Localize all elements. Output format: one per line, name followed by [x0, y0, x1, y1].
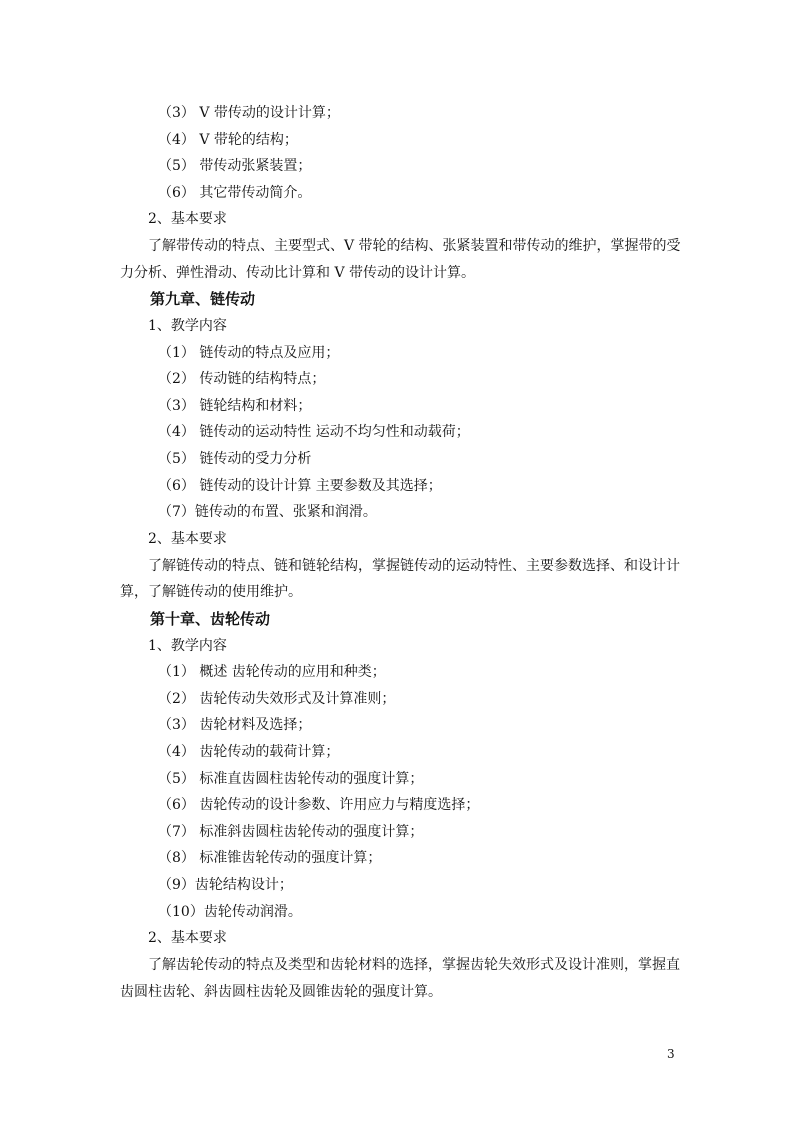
list-item: （1） 链传动的特点及应用； — [158, 345, 340, 361]
paragraph-line: 了解链传动的特点、链和链轮结构，掌握链传动的运动特性、主要参数选择、和设计计 — [148, 558, 680, 574]
list-item: （2） 齿轮传动失效形式及计算准则； — [158, 691, 396, 707]
list-item: （5） 带传动张紧装置； — [158, 158, 312, 174]
content-label: 1、教学内容 — [148, 638, 227, 654]
list-item: （10）齿轮传动润滑。 — [158, 904, 302, 920]
paragraph-line: 力分析、弹性滑动、传动比计算和 V 带传动的设计计算。 — [120, 265, 476, 281]
list-item: （8） 标准锥齿轮传动的强度计算； — [158, 850, 382, 866]
list-item: （6） 齿轮传动的设计参数、许用应力与精度选择； — [158, 797, 480, 813]
list-item: （3） 齿轮材料及选择； — [158, 717, 312, 733]
requirements-label: 2、基本要求 — [148, 211, 227, 227]
list-item: （4） 链传动的运动特性 运动不均匀性和动载荷； — [158, 424, 470, 440]
requirements-label: 2、基本要求 — [148, 531, 227, 547]
list-item: （6） 链传动的设计计算 主要参数及其选择； — [158, 478, 442, 494]
list-item: （5） 标准直齿圆柱齿轮传动的强度计算； — [158, 771, 424, 787]
paragraph-line: 算，了解链传动的使用维护。 — [120, 584, 302, 600]
list-item: （3） 链轮结构和材料； — [158, 398, 312, 414]
chapter-heading: 第九章、链传动 — [150, 290, 256, 308]
paragraph-line: 了解带传动的特点、主要型式、V 带轮的结构、张紧装置和带传动的维护，掌握带的受 — [148, 238, 681, 254]
chapter-heading: 第十章、齿轮传动 — [150, 610, 271, 628]
list-item: （2） 传动链的结构特点； — [158, 371, 326, 387]
list-item: （1） 概述 齿轮传动的应用和种类； — [158, 664, 386, 680]
requirements-label: 2、基本要求 — [148, 930, 227, 946]
list-item: （5） 链传动的受力分析 — [158, 451, 312, 467]
paragraph-line: 齿圆柱齿轮、斜齿圆柱齿轮及圆锥齿轮的强度计算。 — [120, 984, 442, 1000]
list-item: （7）链传动的布置、张紧和润滑。 — [158, 504, 377, 520]
list-item: （7） 标准斜齿圆柱齿轮传动的强度计算； — [158, 824, 424, 840]
list-item: （9）齿轮结构设计； — [158, 877, 293, 893]
list-item: （4） V 带轮的结构； — [158, 132, 298, 148]
list-item: （6） 其它带传动简介。 — [158, 185, 312, 201]
list-item: （4） 齿轮传动的载荷计算； — [158, 744, 340, 760]
page-number: 3 — [667, 1047, 675, 1061]
content-label: 1、教学内容 — [148, 318, 227, 334]
paragraph-line: 了解齿轮传动的特点及类型和齿轮材料的选择，掌握齿轮失效形式及设计准则，掌握直 — [148, 957, 680, 973]
list-item: （3） V 带传动的设计计算； — [158, 105, 340, 121]
